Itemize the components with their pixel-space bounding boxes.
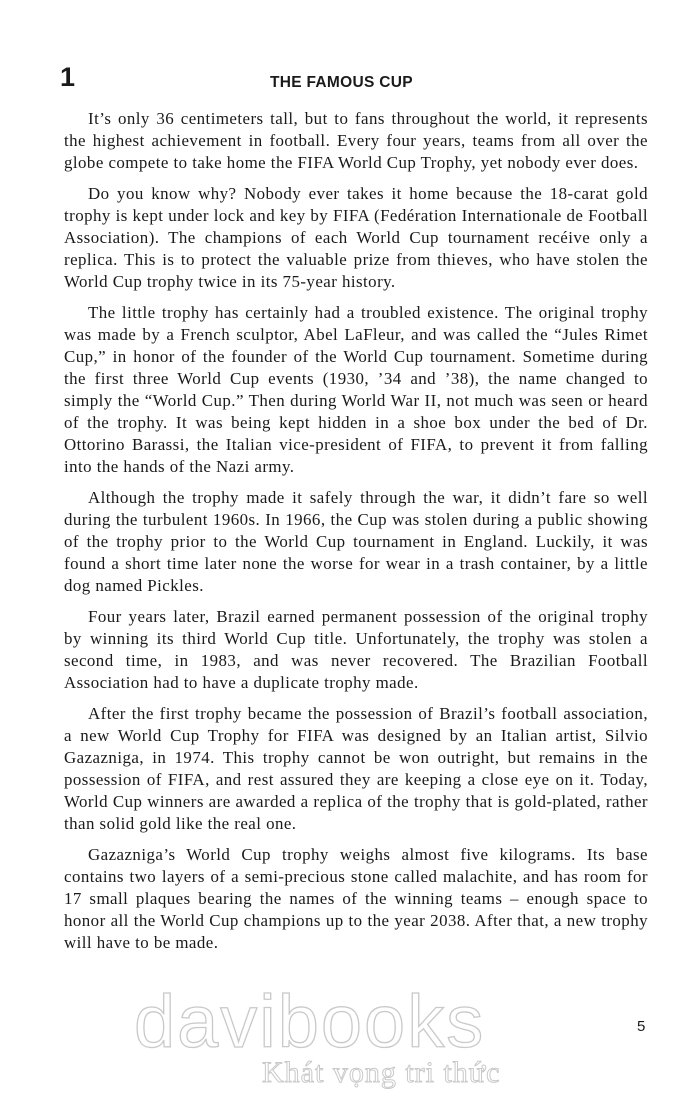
paragraph-2: Do you know why? Nobody ever takes it home because the 18-carat gold trophy is kept under lock and key by FIFA (Fedération Internationale de Football Association). The champions of each World Cup tournament recéive only a replica. This is to protect the valuable prize from thieves, who have stolen the World Cup trophy twice in its 75-year history.: [64, 184, 648, 291]
paragraph-5: Four years later, Brazil earned permanent possession of the original trophy by winning its third World Cup title. Unfortunately, the trophy was stolen a second time, in 1983, and was never recovered. The Brazilian Football Association had to have a duplicate trophy made.: [64, 607, 648, 692]
watermark-logo: davibooks: [134, 980, 486, 1063]
watermark-tagline: Khát vọng tri thức: [262, 1056, 501, 1089]
paragraph-6: After the first trophy became the possession of Brazil’s football association, a new World Cup Trophy for FIFA was designed by an Italian artist, Silvio Gazazniga, in 1974. This trophy cannot be won outright, but remains in the possession of FIFA, and rest assured they are keeping a close eye on it. Today, World Cup winners are awarded a replica of the trophy that is gold-plated, rather than solid gold like the real one.: [64, 704, 648, 833]
chapter-title: THE FAMOUS CUP: [270, 74, 413, 91]
paragraph-3: The little trophy has certainly had a troubled existence. The original trophy was made by a French sculptor, Abel LaFleur, and was called the “Jules Rimet Cup,” in honor of the founder of the World Cup tournament. Sometime during the first three World Cup events (1930, ’34 and ’38), the name changed to simply the “World Cup.” Then during World War II, not much was seen or heard of the trophy. It was being kept hidden in a shoe box under the bed of Dr. Ottorino Barassi, the Italian vice-president of FIFA, to prevent it from falling into the hands of the Nazi army.: [64, 303, 648, 476]
chapter-number: 1: [60, 62, 76, 92]
paragraph-4: Although the trophy made it safely through the war, it didn’t fare so well during the turbulent 1960s. In 1966, the Cup was stolen during a public showing of the trophy prior to the World Cup tournament in England. Luckily, it was found a short time later none the worse for wear in a trash container, by a little dog named Pickles.: [64, 488, 648, 595]
page-number: 5: [637, 1018, 646, 1035]
paragraph-7: Gazazniga’s World Cup trophy weighs almost five kilograms. Its base contains two layers of a semi-precious stone called malachite, and has room for 17 small plaques bearing the names of the winning teams – enough space to honor all the World Cup champions up to the year 2038. After that, a new trophy will have to be made.: [64, 845, 648, 952]
chapter-body: [64, 108, 648, 963]
paragraph-1: It’s only 36 centimeters tall, but to fans throughout the world, it represents the highest achievement in football. Every four years, teams from all over the globe compete to take home the FIFA World Cup Trophy, yet nobody ever does.: [64, 109, 648, 172]
